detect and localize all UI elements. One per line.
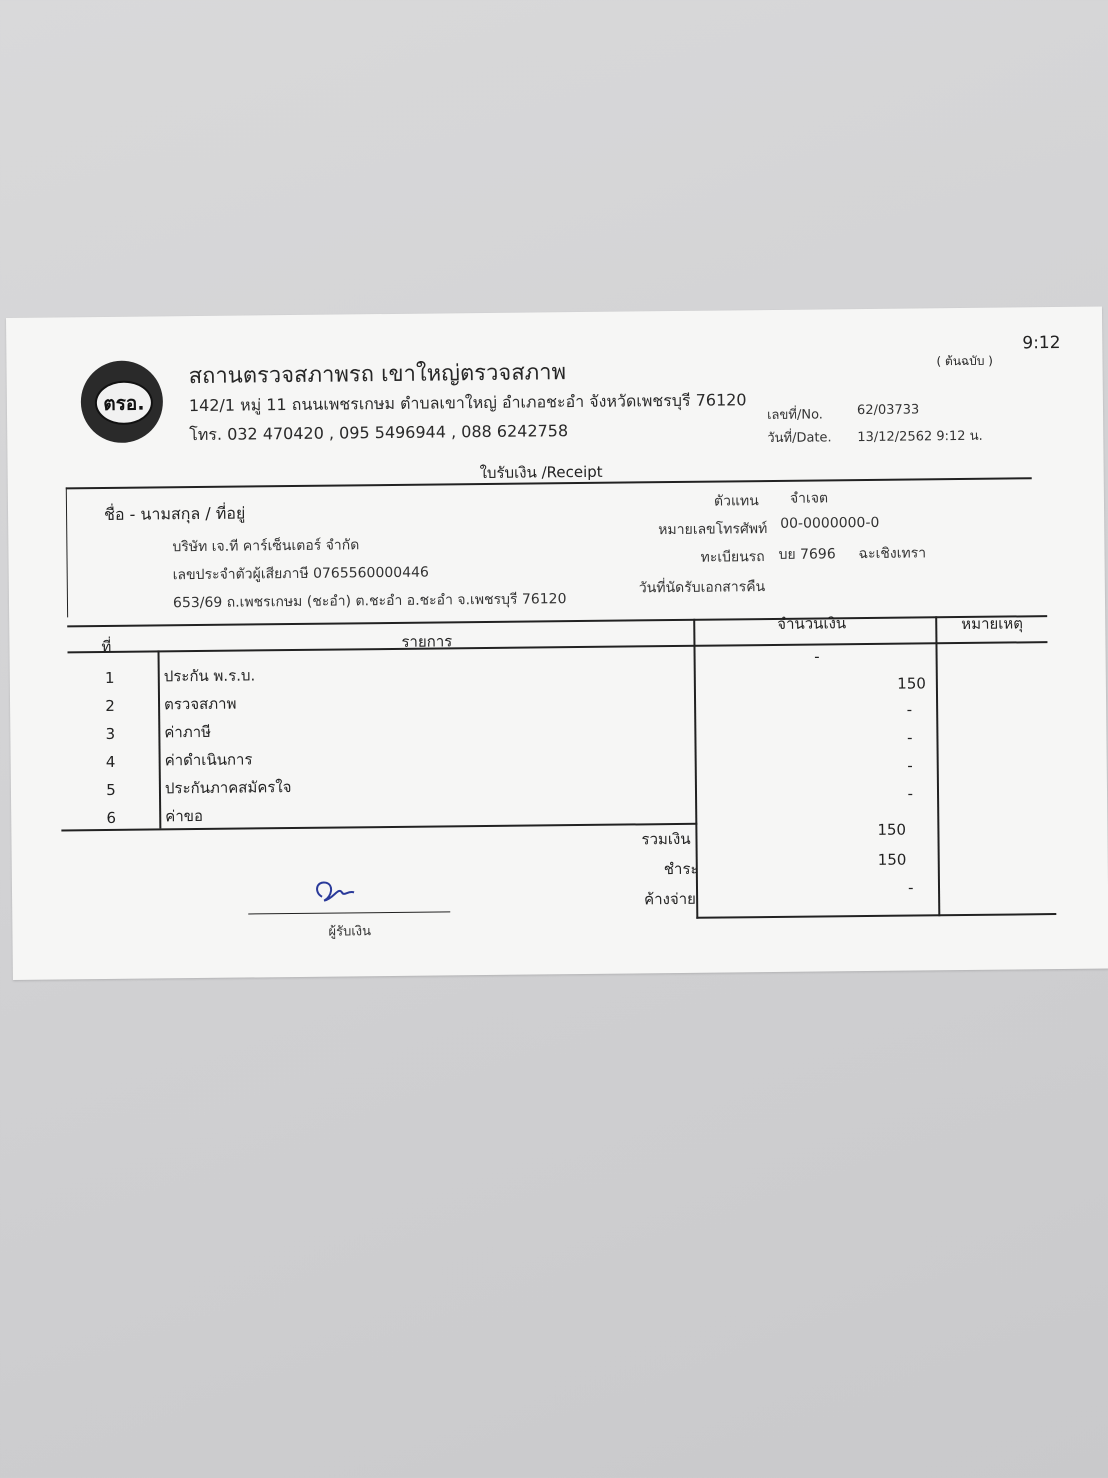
col-header-remark: หมายเหตุ [961, 614, 1024, 634]
row-amount: - [906, 700, 913, 719]
phone-label: หมายเลขโทรศัพท์ [658, 521, 768, 539]
customer-company: บริษัท เจ.ที คาร์เซ็นเตอร์ จำกัด [172, 537, 360, 556]
station-phone: โทร. 032 470420 , 095 5496944 , 088 6242758 [189, 421, 569, 445]
row-amount: - [814, 647, 820, 666]
signature-line [248, 911, 450, 914]
plate-value: บย 7696 [778, 546, 836, 563]
province-value: ฉะเชิงเทรา [858, 545, 927, 563]
handwritten-time: 9:12 [1022, 332, 1061, 354]
phone-value: 00-0000000-0 [780, 514, 880, 532]
receiver-label: ผู้รับเงิน [328, 924, 372, 940]
station-address: 142/1 หมู่ 11 ถนนเพชรเกษม ตำบลเขาใหญ่ อำเภอชะอำ จังหวัดเพชรบุรี 76120 [188, 390, 747, 416]
row-no: 1 [104, 668, 115, 687]
agent-value: จำเจต [789, 490, 829, 507]
table-bottom-border [61, 823, 697, 831]
row-no: 6 [106, 808, 117, 827]
row-no: 5 [106, 780, 116, 799]
customer-name-label: ชื่อ - นามสกุล / ที่อยู่ [103, 503, 246, 524]
receipt-no-value: 62/03733 [856, 402, 920, 419]
row-item: ตรวจสภาพ [163, 694, 237, 714]
col-header-item: รายการ [401, 632, 453, 651]
col-divider-1 [157, 650, 160, 828]
row-no: 2 [105, 696, 115, 715]
row-amount: - [907, 784, 914, 803]
row-item: ประกัน พ.ร.บ. [163, 666, 256, 686]
plate-label: ทะเบียนรถ [700, 549, 765, 566]
receipt-paper [6, 307, 1108, 980]
row-no: 4 [105, 752, 116, 771]
row-amount: - [907, 756, 913, 775]
table-top-border [67, 615, 1047, 627]
paid-value: 150 [877, 850, 907, 869]
station-logo [80, 360, 163, 443]
copy-label: ( ต้นฉบับ ) [936, 353, 993, 369]
handwritten-signature [308, 874, 368, 911]
station-title: สถานตรวจสภาพรถ เขาใหญ่ตรวจสภาพ [188, 360, 567, 390]
table-header-bottom [67, 641, 1047, 653]
row-no: 3 [105, 724, 116, 743]
row-item: ค่าดำเนินการ [164, 750, 253, 770]
customer-address: 653/69 ถ.เพชรเกษม (ชะอำ) ต.ชะอำ อ.ชะอำ จ.เพชรบุรี 76120 [172, 591, 567, 612]
col-header-no: ที่ [101, 637, 112, 657]
customer-tax-id: เลขประจำตัวผู้เสียภาษี 0765560000446 [172, 564, 429, 584]
total-label: รวมเงิน [641, 829, 691, 849]
row-item: ประกันภาคสมัครใจ [164, 778, 292, 798]
col-divider-3 [935, 616, 940, 916]
return-date-label: วันที่นัดรับเอกสารคืน [638, 579, 766, 597]
row-amount: 150 [897, 674, 926, 693]
paid-label: ชำระ [663, 859, 699, 879]
logo-text: ตรอ. [103, 392, 145, 415]
totals-bottom-border [696, 913, 1056, 918]
due-value: - [907, 878, 914, 897]
receipt-no-label: เลขที่/No. [766, 407, 823, 424]
receipt-title: ใบรับเงิน /Receipt [479, 462, 603, 483]
total-value: 150 [877, 820, 907, 839]
row-item: ค่าภาษี [164, 722, 212, 742]
col-header-amount: จำนวนเงิน [777, 614, 847, 633]
receipt-date-value: 13/12/2562 9:12 น. [857, 428, 983, 446]
agent-label: ตัวแทน [713, 493, 759, 510]
row-item: ค่าขอ [165, 806, 204, 826]
receipt-date-label: วันที่/Date. [767, 430, 832, 447]
due-label: ค้างจ่าย [644, 889, 697, 909]
row-amount: - [906, 728, 913, 747]
